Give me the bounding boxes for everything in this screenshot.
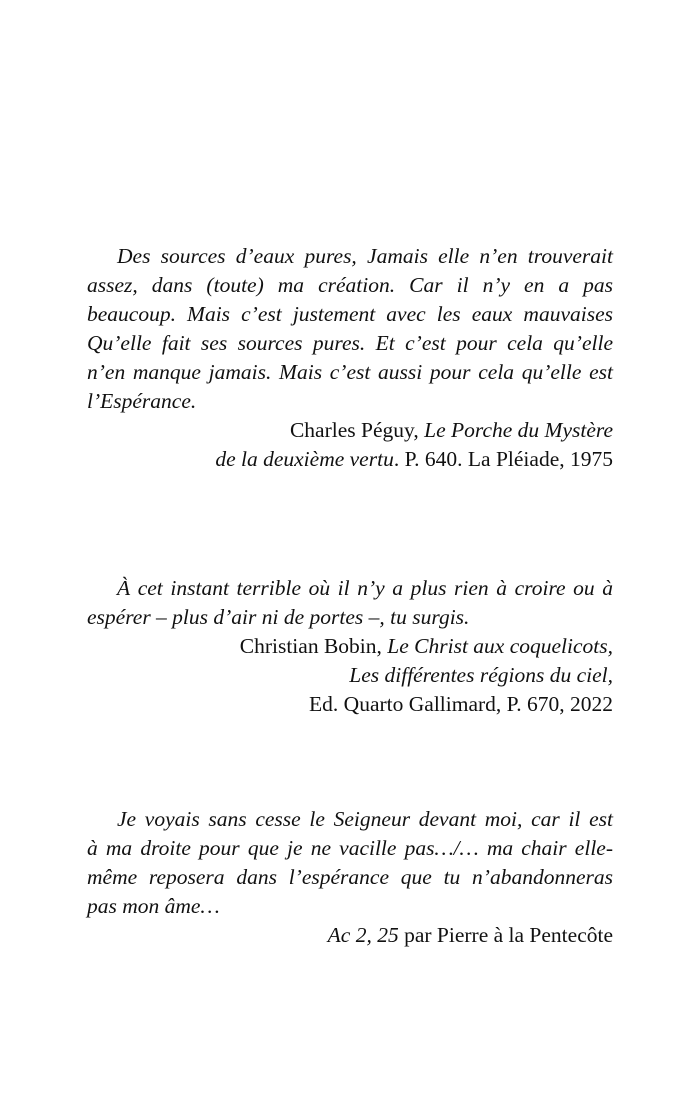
quote-line: beaucoup. Mais c’est justement avec les eaux mauvaises [87,302,613,326]
attribution-work-title: Le Christ aux coquelicots, [387,634,613,658]
attribution-speaker: par Pierre à la Pentecôte [398,923,613,947]
quote-acts [87,805,613,950]
attribution-line: Les différentes régions du ciel, [349,663,613,687]
attribution-line [87,416,613,445]
quote-line: espérer – plus d’air ni de portes –, tu surgis. [87,605,470,629]
attribution-line [87,921,613,950]
attribution-line [87,632,613,661]
quote-line: même reposera dans l’espérance que tu n’abandonneras [87,865,613,889]
quote-line: n’en manque jamais. Mais c’est aussi pour cela qu’elle est [87,360,613,384]
quote-line: Des sources d’eaux pures, Jamais elle n’en trouverait [117,244,613,268]
scripture-reference: Ac 2, 25 [327,923,399,947]
attribution-author: Charles Péguy, [289,418,425,442]
attribution-publication: . P. 640. La Pléiade, 1975 [393,447,613,471]
quote-line: Qu’elle fait ses sources pures. Et c’est pour cela qu’elle [87,331,613,355]
quote-line: pas mon âme… [87,894,220,918]
quote-line: assez, dans (toute) ma création. Car il n’y en a pas [87,273,613,297]
attribution-publication: Ed. Quarto Gallimard, P. 670, 2022 [309,692,613,716]
quote-bobin [87,574,613,719]
quote-line: Je voyais sans cesse le Seigneur devant moi, car il est [117,807,613,831]
quote-line: à ma droite pour que je ne vacille pas…/… ma chair elle- [87,836,613,860]
attribution-author: Christian Bobin, [239,634,388,658]
attribution-work-title: de la deuxième vertu [215,447,394,471]
attribution-work-title: Le Porche du Mystère [424,418,613,442]
attribution-line [87,445,613,474]
quote-peguy [87,242,613,474]
quote-line: À cet instant terrible où il n’y a plus rien à croire ou à [117,576,613,600]
quote-line: l’Espérance. [87,389,197,413]
